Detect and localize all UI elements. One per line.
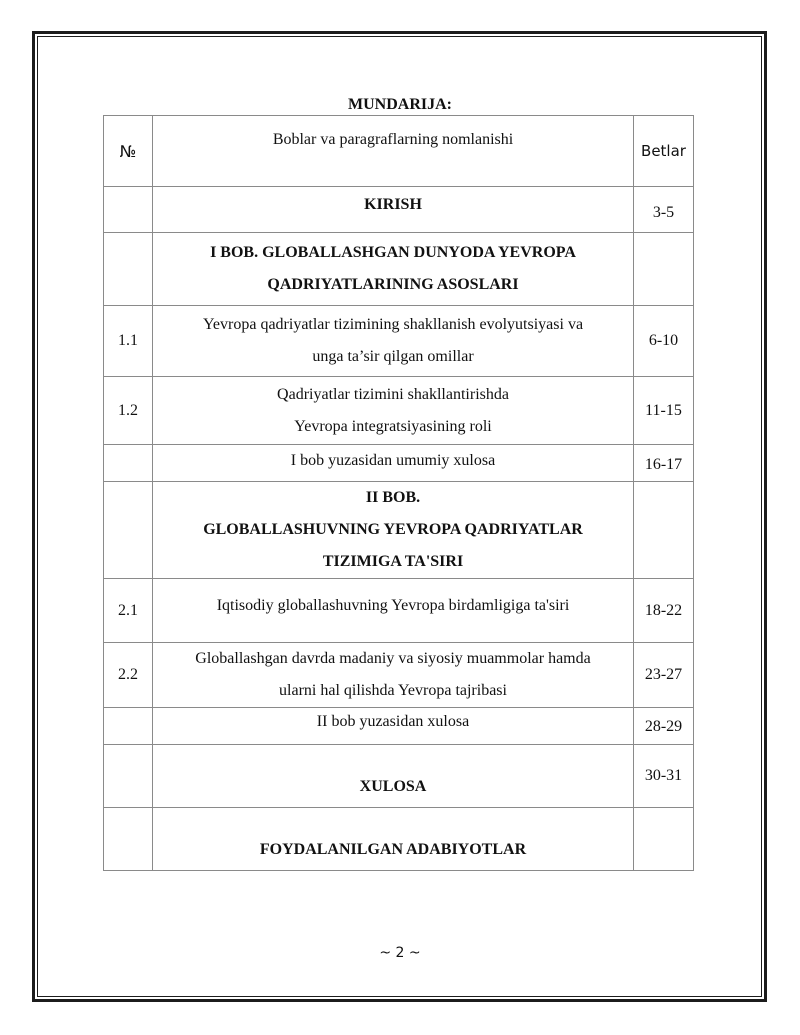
row-title [153,377,634,445]
row-number: 2.2 [104,643,153,708]
row-number [104,187,153,233]
table-row [104,579,694,643]
row-pages: 3-5 [634,187,694,233]
header-title: Boblar va paragraflarning nomlanishi [153,116,634,187]
row-title-line: Yevropa integratsiyasining roli [294,417,492,435]
row-title-line: Yevropa qadriyatlar tizimining shakllanish evolyutsiyasi va [202,316,584,333]
row-pages: 6-10 [634,306,694,377]
table-row [104,306,694,377]
row-title-line: ularni hal qilishda Yevropa tajribasi [279,682,507,699]
row-number: 1.2 [104,377,153,445]
row-number [104,482,153,579]
row-title-line: I BOB. GLOBALLASHGAN DUNYODA YEVROPA [210,244,576,261]
row-title: Iqtisodiy globallashuvning Yevropa birdamligiga ta'siri [153,579,634,643]
table-row [104,377,694,445]
row-title-line: GLOBALLASHUVNING YEVROPA QADRIYATLAR [203,521,583,538]
row-title: KIRISH [153,187,634,233]
row-number [104,708,153,745]
row-number [104,808,153,871]
table-header-row [104,116,694,187]
table-row [104,445,694,482]
row-pages [634,808,694,871]
row-title [153,306,634,377]
row-pages: 23-27 [634,643,694,708]
row-title [153,643,634,708]
row-pages: 28-29 [634,708,694,745]
row-number: 1.1 [104,306,153,377]
table-row [104,233,694,306]
row-pages [634,482,694,579]
table-row [104,808,694,871]
row-title: I bob yuzasidan umumiy xulosa [153,445,634,482]
table-row [104,643,694,708]
row-number [104,745,153,808]
row-number [104,445,153,482]
row-title-line: unga ta’sir qilgan omillar [312,348,474,365]
page-number: ~ 2 ~ [379,945,421,961]
row-pages: 30-31 [634,745,694,808]
row-pages: 16-17 [634,445,694,482]
row-number [104,233,153,306]
table-row [104,708,694,745]
header-number: № [104,116,153,187]
row-title [153,233,634,306]
row-title: XULOSA [153,745,634,808]
document-title: MUNDARIJA: [348,96,452,113]
row-pages: 18-22 [634,579,694,643]
table-row [104,745,694,808]
row-pages: 11-15 [634,377,694,445]
row-pages [634,233,694,306]
row-title: II bob yuzasidan xulosa [153,708,634,745]
row-title-line: Qadriyatlar tizimini shakllantirishda [277,385,509,403]
row-title-line: II BOB. [365,489,421,506]
row-title [153,482,634,579]
row-number: 2.1 [104,579,153,643]
table-of-contents [103,115,694,871]
header-pages: Betlar [634,116,694,187]
table-row [104,187,694,233]
row-title-line: TIZIMIGA TA'SIRI [322,553,464,570]
row-title-line: QADRIYATLARINING ASOSLARI [267,276,519,293]
row-title: FOYDALANILGAN ADABIYOTLAR [153,808,634,871]
table-row [104,482,694,579]
row-title-line: Globallashgan davrda madaniy va siyosiy muammolar hamda [195,650,591,667]
